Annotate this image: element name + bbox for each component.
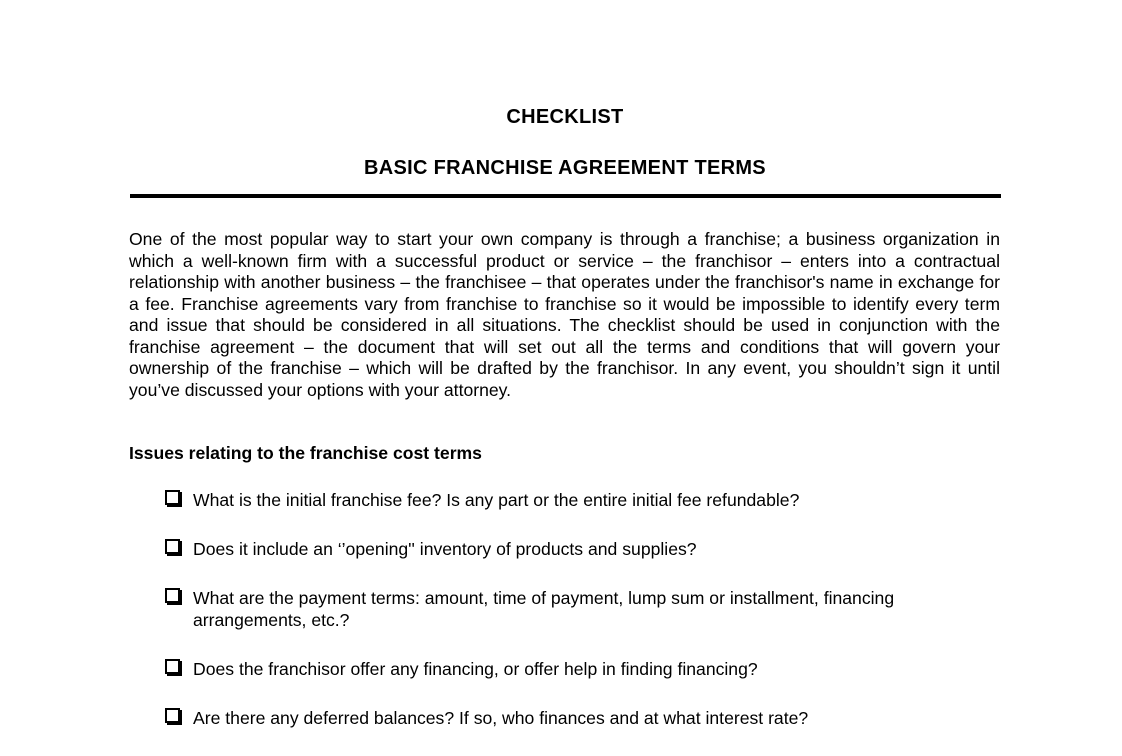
intro-paragraph: One of the most popular way to start your own company is through a franchise; a business organization in which a well-known firm with a successful product or service – the franchisor – enters into a contractual relationship with another business – the franchisee – that operates under the franchisor's name in exchange for a fee. Franchise agreements vary from franchise to franchise so it would be impossible to identify every term and issue that should be considered in all situations. The checklist should be used in conjunction with the franchise agreement – the document that will set out all the terms and conditions that will govern your ownership of the franchise – which will be drafted by the franchisor. In any event, you shouldn’t sign it until you’ve discussed your options with your attorney. xyxy=(129,229,1000,400)
checklist-item xyxy=(165,489,965,511)
checklist-item xyxy=(165,658,965,680)
checkbox[interactable] xyxy=(165,708,180,723)
checkbox[interactable] xyxy=(165,659,180,674)
checklist-item-text: Does it include an ‘’opening'' inventory of products and supplies? xyxy=(193,539,697,559)
checklist xyxy=(165,489,965,756)
checkbox[interactable] xyxy=(165,588,180,603)
checklist-item-text: What are the payment terms: amount, time of payment, lump sum or installment, financing arrangements, etc.? xyxy=(193,588,895,630)
section-heading: Issues relating to the franchise cost terms xyxy=(129,443,482,463)
checklist-item xyxy=(165,538,965,560)
title-divider xyxy=(130,194,1001,198)
checklist-item-text: Does the franchisor offer any financing, or offer help in finding financing? xyxy=(193,659,758,679)
document-subtitle: BASIC FRANCHISE AGREEMENT TERMS xyxy=(364,157,766,179)
checklist-item-text: Are there any deferred balances? If so, who finances and at what interest rate? xyxy=(193,708,809,728)
checklist-item xyxy=(165,707,965,729)
checklist-item xyxy=(165,587,965,631)
checklist-item-text: What is the initial franchise fee? Is any part or the entire initial fee refundable? xyxy=(193,490,800,510)
document-title: CHECKLIST xyxy=(506,106,624,128)
checkbox[interactable] xyxy=(165,490,180,505)
checkbox[interactable] xyxy=(165,539,180,554)
